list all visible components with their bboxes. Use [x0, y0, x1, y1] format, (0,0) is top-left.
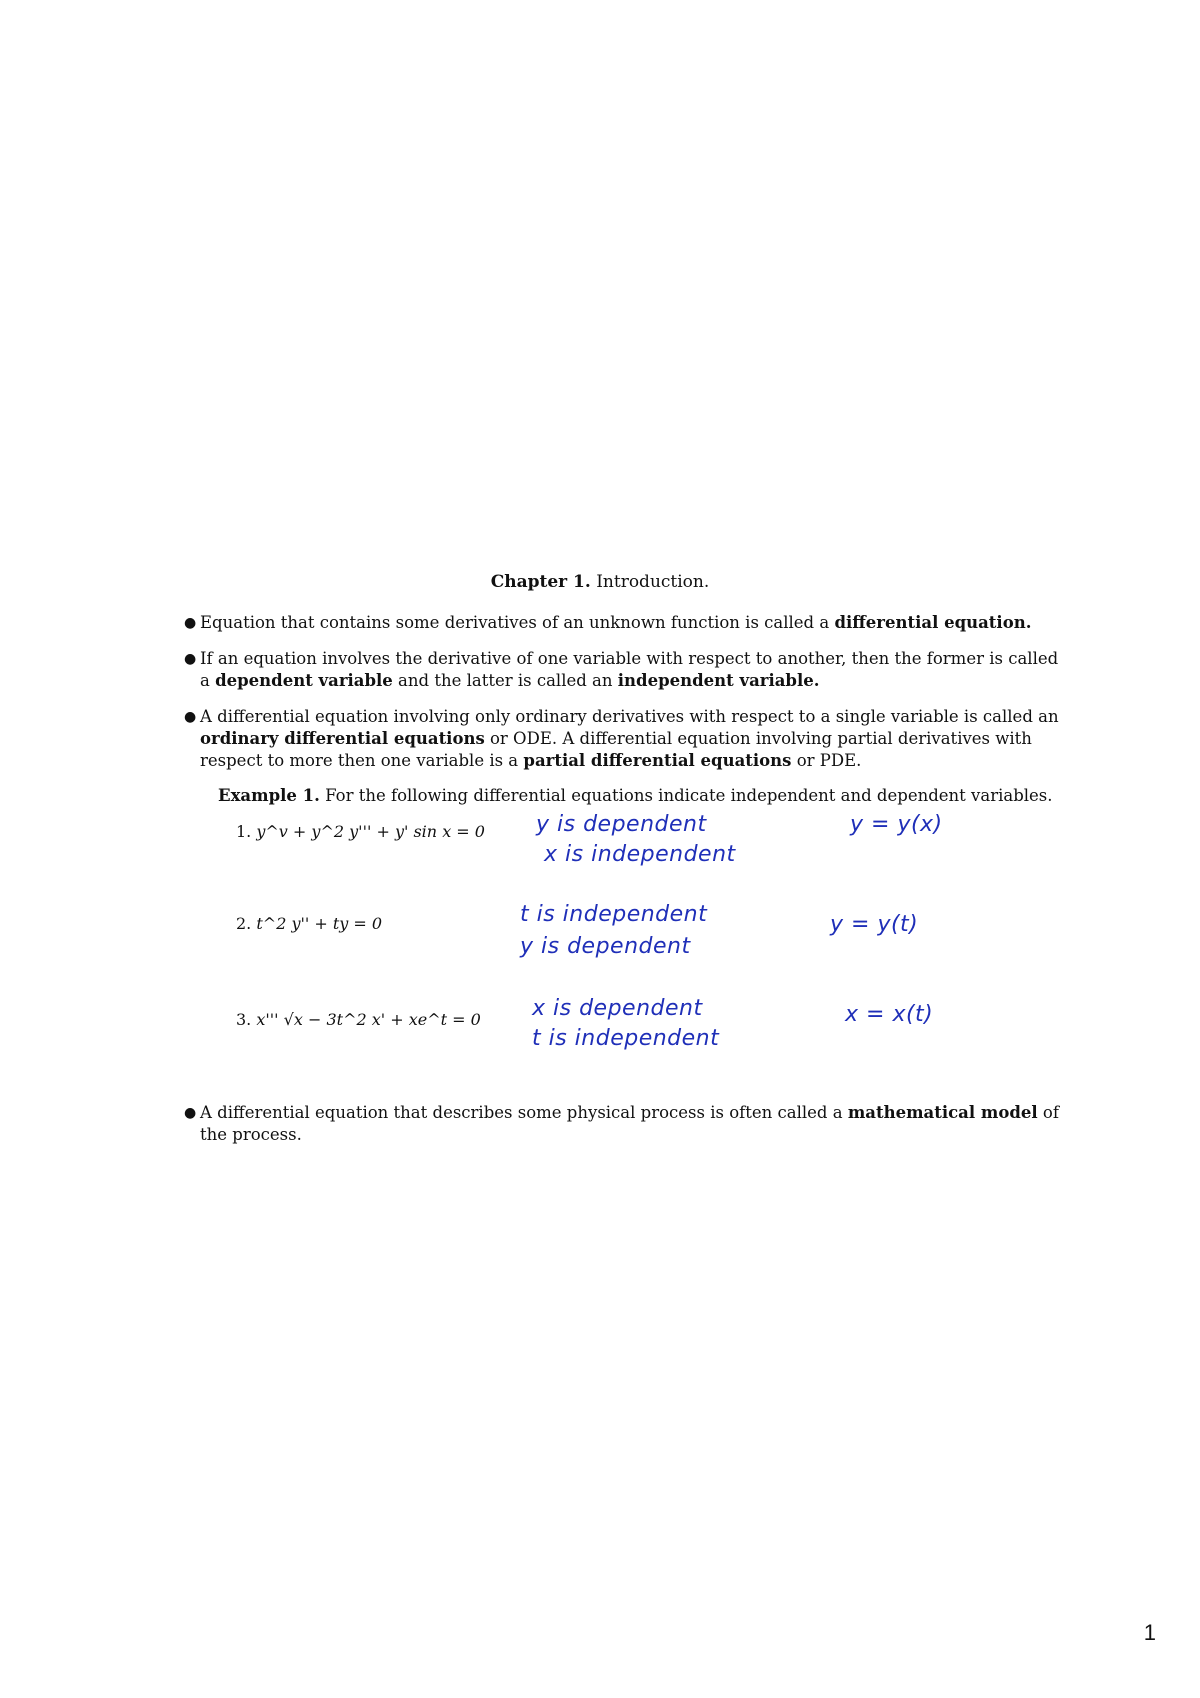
chapter-heading — [0, 572, 1200, 592]
page-number: 1 — [1143, 1620, 1156, 1645]
handwritten-note: x is dependent — [532, 996, 703, 1021]
bullet-dot: ● — [184, 1105, 197, 1121]
handwritten-note: y is dependent — [536, 812, 707, 837]
bullet-item: ● A differential equation involving only ordinary derivatives with respect to a single variable is called an ordinary differential equations or ODE. A differential equation involving partial derivatives with respect to more then one variable is a partial differential equations or PDE. — [184, 707, 1059, 770]
equation-2: 2. t^2 y'' + ty = 0 — [236, 914, 383, 933]
bullet-dot: ● — [184, 615, 197, 631]
equation-3: 3. x''' √x − 3t^2 x' + xe^t = 0 — [236, 1010, 481, 1029]
handwritten-note: x is independent — [544, 842, 736, 867]
example-heading — [218, 786, 1068, 805]
bullet-item: ● Equation that contains some derivatives of an unknown function is called a differential equation. — [184, 613, 1032, 632]
example-label: Example 1. — [218, 786, 320, 805]
chapter-title: Introduction. — [596, 572, 710, 592]
bullet-item: ● A differential equation that describes some physical process is often called a mathematical model of the process. — [184, 1103, 1059, 1144]
handwritten-note: y is dependent — [520, 934, 691, 959]
example-text: For the following differential equations indicate independent and dependent variables. — [325, 786, 1053, 805]
handwritten-note: t is independent — [520, 902, 708, 927]
chapter-label: Chapter 1. — [490, 572, 591, 592]
bullet-dot: ● — [184, 651, 197, 667]
handwritten-function: x = x(t) — [845, 1002, 934, 1027]
handwritten-note: t is independent — [532, 1026, 720, 1051]
bullet-dot: ● — [184, 709, 197, 725]
handwritten-function: y = y(x) — [850, 812, 943, 837]
handwritten-function: y = y(t) — [830, 912, 919, 937]
equation-1: 1. y^v + y^2 y''' + y' sin x = 0 — [236, 822, 485, 841]
bullet-item: ● If an equation involves the derivative of one variable with respect to another, then the former is called a dependent variable and the latter is called an independent variable. — [184, 649, 1059, 690]
